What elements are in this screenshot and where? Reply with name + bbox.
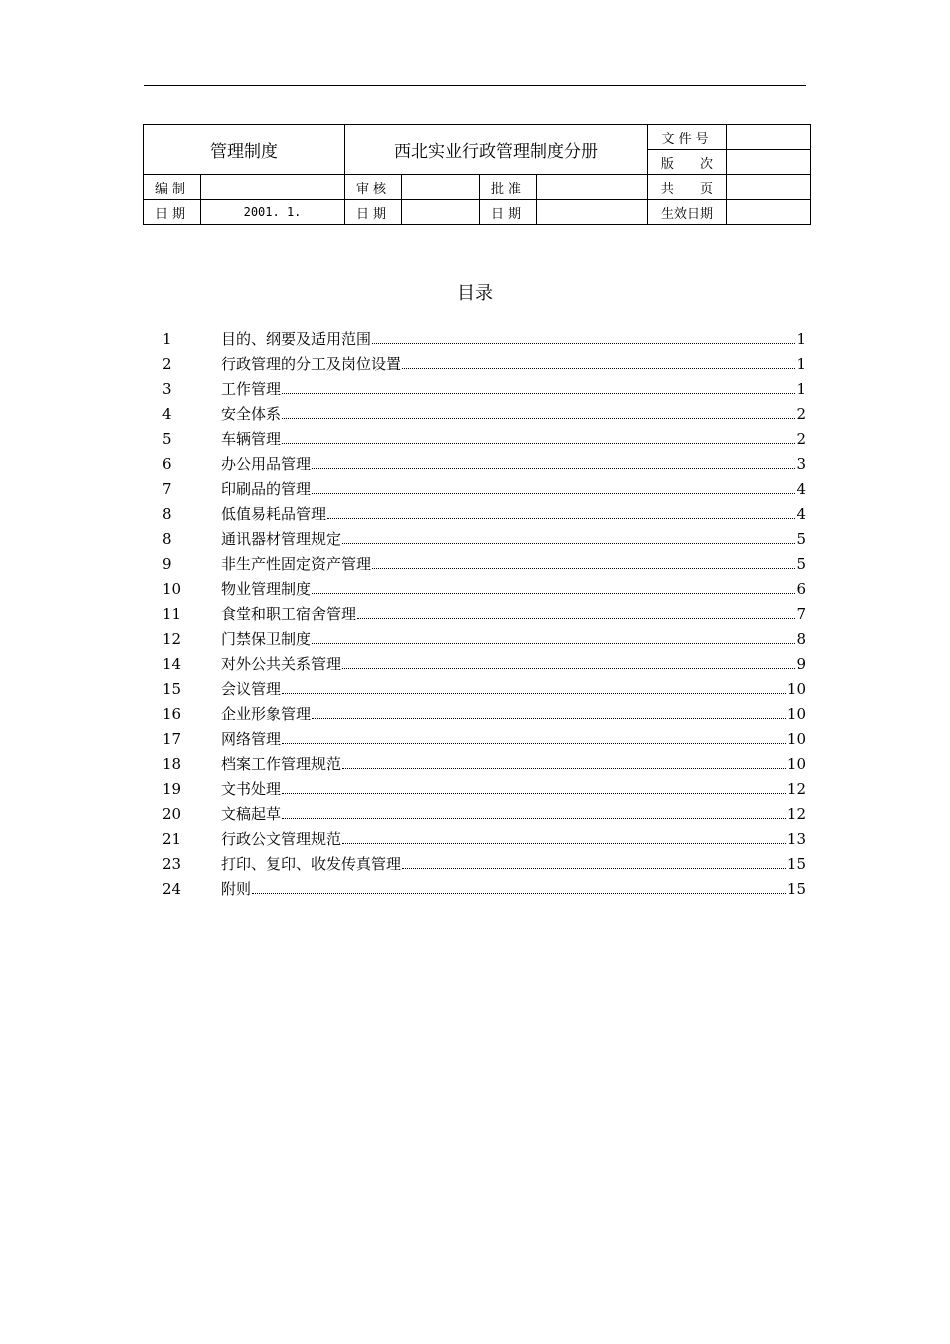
toc-entry-number: 10 (162, 580, 182, 598)
date-value-review (402, 200, 480, 225)
toc-entry-number: 17 (162, 730, 182, 748)
date-label-compile: 日期 (144, 200, 201, 225)
toc-dot-leader (282, 793, 786, 794)
total-pages-label: 共 页 (648, 175, 727, 200)
toc-entry-title: 文稿起草 (221, 805, 282, 823)
toc-entry-title: 低值易耗品管理 (221, 505, 327, 523)
toc-dot-leader (282, 393, 795, 394)
toc-entry[interactable] (162, 779, 806, 804)
table-of-contents (162, 329, 806, 904)
toc-entry-number: 8 (162, 505, 172, 523)
toc-entry-number: 19 (162, 780, 182, 798)
compile-value (201, 175, 345, 200)
toc-entry[interactable] (162, 354, 806, 379)
version-label: 版 次 (648, 150, 727, 175)
toc-dot-leader (312, 643, 795, 644)
toc-entry-number: 23 (162, 855, 182, 873)
effective-date-value (727, 200, 811, 225)
toc-entry-title: 通讯器材管理规定 (221, 530, 342, 548)
toc-entry-number: 2 (162, 355, 172, 373)
toc-dot-leader (312, 493, 795, 494)
toc-entry[interactable] (162, 454, 806, 479)
toc-dot-leader (312, 468, 795, 469)
toc-entry-title: 企业形象管理 (221, 705, 312, 723)
toc-entry[interactable] (162, 804, 806, 829)
toc-entry-page: 4 (796, 505, 806, 523)
toc-entry[interactable] (162, 654, 806, 679)
toc-entry-page: 10 (786, 755, 806, 773)
toc-entry-page: 15 (786, 880, 806, 898)
toc-entry-title: 非生产性固定资产管理 (221, 555, 372, 573)
date-value-approve (537, 200, 648, 225)
toc-entry-page: 12 (786, 780, 806, 798)
toc-dot-leader (342, 843, 786, 844)
toc-entry[interactable] (162, 729, 806, 754)
toc-entry-number: 9 (162, 555, 172, 573)
toc-entry-title: 安全体系 (221, 405, 282, 423)
toc-entry[interactable] (162, 604, 806, 629)
toc-entry[interactable] (162, 329, 806, 354)
toc-entry-title: 对外公共关系管理 (221, 655, 342, 673)
file-number-label: 文件号 (648, 125, 727, 150)
toc-entry-number: 24 (162, 880, 182, 898)
toc-dot-leader (282, 743, 786, 744)
toc-entry-page: 1 (796, 330, 806, 348)
total-pages-value (727, 175, 811, 200)
toc-entry[interactable] (162, 479, 806, 504)
toc-dot-leader (282, 443, 795, 444)
toc-entry-page: 9 (796, 655, 806, 673)
toc-dot-leader (357, 618, 795, 619)
toc-entry[interactable] (162, 679, 806, 704)
toc-entry-title: 文书处理 (221, 780, 282, 798)
toc-entry-page: 5 (796, 530, 806, 548)
toc-entry-page: 10 (786, 680, 806, 698)
effective-date-label: 生效日期 (648, 200, 727, 225)
category-cell: 管理制度 (144, 125, 345, 175)
toc-entry-number: 15 (162, 680, 182, 698)
toc-entry-number: 6 (162, 455, 172, 473)
toc-dot-leader (342, 543, 795, 544)
toc-dot-leader (402, 868, 786, 869)
document-title-cell: 西北实业行政管理制度分册 (345, 125, 648, 175)
version-value (727, 150, 811, 175)
toc-entry-page: 2 (796, 430, 806, 448)
toc-dot-leader (372, 568, 795, 569)
toc-entry-number: 21 (162, 830, 182, 848)
toc-dot-leader (282, 693, 786, 694)
toc-entry-title: 会议管理 (221, 680, 282, 698)
toc-entry-title: 印刷品的管理 (221, 480, 312, 498)
toc-heading: 目录 (457, 283, 493, 304)
toc-entry-title: 附则 (221, 880, 252, 898)
toc-entry-number: 20 (162, 805, 182, 823)
toc-entry[interactable] (162, 579, 806, 604)
toc-entry-number: 4 (162, 405, 172, 423)
toc-entry[interactable] (162, 629, 806, 654)
toc-dot-leader (282, 418, 795, 419)
toc-entry-number: 8 (162, 530, 172, 548)
toc-dot-leader (312, 593, 795, 594)
toc-entry[interactable] (162, 879, 806, 904)
date-label-approve: 日期 (480, 200, 537, 225)
toc-entry-page: 5 (796, 555, 806, 573)
toc-entry-page: 8 (796, 630, 806, 648)
toc-entry-number: 1 (162, 330, 172, 348)
toc-entry-title: 行政管理的分工及岗位设置 (221, 355, 402, 373)
toc-entry[interactable] (162, 529, 806, 554)
toc-entry-number: 11 (162, 605, 182, 623)
toc-dot-leader (342, 668, 795, 669)
toc-dot-leader (282, 818, 786, 819)
toc-entry[interactable] (162, 754, 806, 779)
toc-entry-page: 1 (796, 355, 806, 373)
compile-label: 编制 (144, 175, 201, 200)
toc-entry-number: 5 (162, 430, 172, 448)
toc-entry-number: 12 (162, 630, 182, 648)
toc-entry[interactable] (162, 829, 806, 854)
toc-dot-leader (312, 718, 786, 719)
toc-entry-title: 物业管理制度 (221, 580, 312, 598)
toc-entry-title: 门禁保卫制度 (221, 630, 312, 648)
toc-entry-page: 10 (786, 705, 806, 723)
toc-entry-title: 目的、纲要及适用范围 (221, 330, 372, 348)
toc-dot-leader (372, 343, 795, 344)
toc-entry[interactable] (162, 854, 806, 879)
toc-dot-leader (342, 768, 786, 769)
approve-label: 批准 (480, 175, 537, 200)
toc-entry[interactable] (162, 504, 806, 529)
toc-entry-title: 车辆管理 (221, 430, 282, 448)
toc-entry-title: 网络管理 (221, 730, 282, 748)
toc-entry-page: 3 (796, 455, 806, 473)
toc-dot-leader (402, 368, 795, 369)
review-label: 审核 (345, 175, 402, 200)
toc-entry-number: 7 (162, 480, 172, 498)
file-number-value (727, 125, 811, 150)
toc-entry-title: 工作管理 (221, 380, 282, 398)
toc-entry-page: 10 (786, 730, 806, 748)
toc-entry-page: 4 (796, 480, 806, 498)
toc-entry-page: 12 (786, 805, 806, 823)
toc-dot-leader (327, 518, 795, 519)
toc-entry[interactable] (162, 554, 806, 579)
approve-value (537, 175, 648, 200)
toc-entry-title: 食堂和职工宿舍管理 (221, 605, 357, 623)
toc-entry-title: 打印、复印、收发传真管理 (221, 855, 402, 873)
toc-entry-title: 办公用品管理 (221, 455, 312, 473)
date-label-review: 日期 (345, 200, 402, 225)
toc-entry-number: 14 (162, 655, 182, 673)
toc-entry-title: 行政公文管理规范 (221, 830, 342, 848)
toc-dot-leader (252, 893, 786, 894)
toc-entry[interactable] (162, 429, 806, 454)
toc-entry-title: 档案工作管理规范 (221, 755, 342, 773)
toc-entry-page: 1 (796, 380, 806, 398)
toc-entry-page: 7 (796, 605, 806, 623)
header-top-rule (144, 85, 806, 86)
toc-entry-page: 2 (796, 405, 806, 423)
toc-entry-page: 13 (786, 830, 806, 848)
toc-entry-page: 15 (786, 855, 806, 873)
toc-entry[interactable] (162, 404, 806, 429)
date-value-compile: 2001. 1. (201, 200, 345, 225)
toc-entry-number: 3 (162, 380, 172, 398)
toc-entry[interactable] (162, 379, 806, 404)
toc-entry[interactable] (162, 704, 806, 729)
toc-entry-page: 6 (796, 580, 806, 598)
toc-entry-number: 16 (162, 705, 182, 723)
document-control-table (143, 124, 811, 225)
review-value (402, 175, 480, 200)
toc-entry-number: 18 (162, 755, 182, 773)
